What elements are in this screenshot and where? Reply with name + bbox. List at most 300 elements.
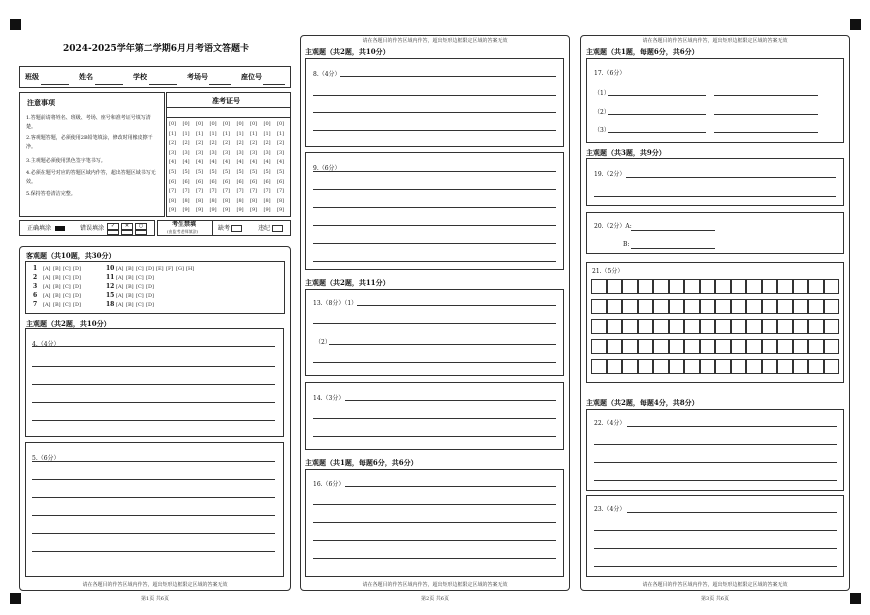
objective-option-bubble[interactable]: [A] [43,284,51,290]
admission-digit-bubble[interactable]: [8] [209,197,217,204]
admission-digit-bubble[interactable]: [6] [236,178,244,185]
composition-cell[interactable] [824,339,840,354]
info-field-class: 班级 [25,72,39,81]
question-label-q22: 22.（4分） [594,420,626,427]
composition-cell[interactable] [793,339,809,354]
section-title-s1: 主观题（共2题，共10分） [26,319,111,328]
admission-digit-bubble[interactable]: [0] [196,121,204,127]
q9-line[interactable] [313,243,556,244]
question-label-q13: 13.（8分）（1） [313,300,358,307]
admission-digit-bubble[interactable]: [6] [277,178,285,185]
composition-cell[interactable] [591,299,607,314]
absent-subtitle: (由监考老师填涂) [167,229,199,234]
composition-cell[interactable] [793,319,809,334]
q13-line[interactable] [357,305,556,306]
objective-option-bubble[interactable]: [C] [63,266,71,272]
top-notice-page2: 请在各题目的作答区域内作答，超出矩形边框限定区域的答案无效 [362,38,508,44]
objective-option-bubble[interactable]: [B] [126,284,134,290]
admission-digit-bubble[interactable]: [6] [182,178,190,185]
composition-cell[interactable] [777,279,793,294]
admission-digit-bubble[interactable]: [3] [182,149,190,156]
objective-option-bubble[interactable]: [D] [73,284,81,290]
admission-digit-bubble[interactable]: [1] [250,130,258,137]
question-label-q4: 4.（4分） [32,341,60,348]
q8-line[interactable] [313,130,556,131]
admission-digit-bubble[interactable]: [8] [182,197,190,204]
objective-option-bubble[interactable]: [D] [146,275,154,281]
objective-option-bubble[interactable]: [C] [136,302,144,308]
admission-digit-bubble[interactable]: [5] [250,169,258,175]
absent-violation-checkbox[interactable] [272,225,283,232]
q23-line[interactable] [594,566,837,567]
q23-line[interactable] [594,530,837,531]
q22-line[interactable] [594,462,837,463]
admission-digit-bubble[interactable]: [4] [182,159,190,166]
composition-cell[interactable] [777,359,793,374]
admission-digit-bubble[interactable]: [9] [169,207,177,214]
composition-cell[interactable] [746,299,762,314]
composition-cell[interactable] [715,299,731,314]
composition-cell[interactable] [824,299,840,314]
composition-cell[interactable] [746,339,762,354]
objective-option-bubble[interactable]: [D] [73,302,81,308]
q16-line[interactable] [313,558,556,559]
composition-cell[interactable] [638,299,654,314]
composition-cell[interactable] [591,319,607,334]
composition-cell[interactable] [731,299,747,314]
composition-cell[interactable] [638,359,654,374]
objective-option-bubble[interactable]: [D] [146,266,154,272]
composition-cell[interactable] [684,299,700,314]
admission-digit-bubble[interactable]: [6] [263,178,271,185]
composition-cell[interactable] [824,279,840,294]
q17-line[interactable] [608,132,706,133]
composition-cell[interactable] [731,339,747,354]
composition-cell[interactable] [653,279,669,294]
q8-line[interactable] [313,95,556,96]
admission-digit-bubble[interactable]: [7] [209,188,217,195]
admission-digit-bubble[interactable]: [0] [223,121,231,127]
composition-cell[interactable] [700,299,716,314]
objective-question-number: 1 [33,265,38,272]
composition-cell[interactable] [793,279,809,294]
objective-option-bubble[interactable]: [A] [43,275,51,281]
composition-cell[interactable] [607,299,623,314]
composition-cell[interactable] [762,299,778,314]
footer-page1: 第1页 共6页 [141,596,169,602]
admission-digit-bubble[interactable]: [2] [182,140,190,147]
admission-digit-bubble[interactable]: [9] [236,207,244,214]
admission-digit-bubble[interactable]: [3] [277,149,285,156]
q4-line[interactable] [32,402,275,403]
composition-cell[interactable] [808,299,824,314]
composition-cell[interactable] [777,319,793,334]
composition-cell[interactable] [808,279,824,294]
objective-option-bubble[interactable]: [D] [73,266,81,272]
q5-line[interactable] [32,461,275,462]
absent-title: 考生禁填 [172,221,197,228]
objective-option-bubble[interactable]: [C] [136,284,144,290]
objective-option-bubble[interactable]: [C] [63,284,71,290]
q16-line[interactable] [313,504,556,505]
admission-digit-bubble[interactable]: [7] [196,188,204,195]
composition-cell[interactable] [669,359,685,374]
admission-digit-bubble[interactable]: [3] [250,149,258,156]
objective-option-bubble[interactable]: [D] [146,302,154,308]
composition-cell[interactable] [715,319,731,334]
question-label-q14: 14.（3分） [313,395,345,402]
composition-cell[interactable] [607,339,623,354]
admission-digit-bubble[interactable]: [7] [169,188,177,195]
composition-cell[interactable] [638,319,654,334]
admission-digit-bubble[interactable]: [8] [263,197,271,204]
objective-option-bubble[interactable]: [A] [43,293,51,299]
composition-cell[interactable] [746,279,762,294]
q16-line[interactable] [313,522,556,523]
admission-digit-bubble[interactable]: [0] [169,121,177,127]
notice-item-3: 3.主观题必须使用黑色签字笔书写。 [26,158,106,164]
question-label-q8: 8.（4分） [313,71,341,78]
objective-option-bubble[interactable]: [A] [116,275,124,281]
objective-option-bubble[interactable]: [B] [126,302,134,308]
q17-line[interactable] [714,114,818,115]
composition-cell[interactable] [793,359,809,374]
q17-line[interactable] [714,95,818,96]
composition-cell[interactable] [591,339,607,354]
q8-line[interactable] [313,112,556,113]
composition-cell[interactable] [622,319,638,334]
admission-digit-bubble[interactable]: [8] [196,197,204,204]
composition-cell[interactable] [669,299,685,314]
absent-violation-label: 违纪 [258,225,271,232]
composition-cell[interactable] [622,279,638,294]
admission-digit-bubble[interactable]: [1] [236,130,244,137]
question-label-q20: 20.（2分）A: [594,223,632,230]
admission-digit-bubble[interactable]: [4] [250,159,258,166]
admission-digit-bubble[interactable]: [5] [223,169,231,175]
corner-mark-top-right [850,19,861,30]
q13-line[interactable] [329,344,556,345]
q5-line[interactable] [32,515,275,516]
admission-digit-bubble[interactable]: [1] [169,130,177,137]
q22-line[interactable] [627,426,837,427]
objective-option-bubble[interactable]: [B] [126,275,134,281]
admission-digit-bubble[interactable]: [9] [250,207,258,214]
q4-line[interactable] [32,346,275,347]
composition-cell[interactable] [653,359,669,374]
admission-digit-bubble[interactable]: [5] [182,169,190,175]
admission-digit-bubble[interactable]: [8] [250,197,258,204]
admission-digit-bubble[interactable]: [6] [223,178,231,185]
q16-line[interactable] [345,486,556,487]
composition-cell[interactable] [684,339,700,354]
composition-cell[interactable] [700,279,716,294]
objective-option-bubble[interactable]: [B] [53,284,61,290]
composition-cell[interactable] [591,359,607,374]
objective-option-bubble[interactable]: [A] [116,266,124,272]
admission-digit-bubble[interactable]: [1] [277,130,285,137]
objective-option-bubble[interactable]: [C] [63,302,71,308]
admission-digit-bubble[interactable]: [7] [182,188,190,195]
composition-cell[interactable] [669,319,685,334]
admission-digit-bubble[interactable]: [2] [223,140,231,147]
admission-digit-bubble[interactable]: [4] [223,159,231,166]
composition-cell[interactable] [638,339,654,354]
objective-option-bubble[interactable]: [D] [146,284,154,290]
section-title-s6: 主观题（共3题，共9分） [586,148,666,157]
admission-digit-bubble[interactable]: [4] [169,159,177,166]
objective-option-bubble[interactable]: [B] [53,302,61,308]
q9-line[interactable] [313,189,556,190]
objective-option-bubble[interactable]: [A] [116,284,124,290]
composition-cell[interactable] [746,319,762,334]
composition-cell[interactable] [746,359,762,374]
composition-cell[interactable] [715,279,731,294]
admission-digit-bubble[interactable]: [2] [277,140,285,147]
admission-digit-bubble[interactable]: [0] [277,121,285,127]
admission-digit-bubble[interactable]: [4] [277,159,285,166]
composition-cell[interactable] [808,319,824,334]
admission-digit-bubble[interactable]: [2] [209,140,217,147]
composition-cell[interactable] [622,299,638,314]
section-title-s7: 主观题（共2题，每题4分，共8分） [586,398,699,407]
q14-line[interactable] [313,418,556,419]
objective-option-bubble[interactable]: [D] [146,293,154,299]
admission-digit-bubble[interactable]: [5] [196,169,204,175]
q17-line[interactable] [714,132,818,133]
composition-cell[interactable] [824,359,840,374]
composition-cell[interactable] [793,299,809,314]
admission-digit-bubble[interactable]: [3] [263,149,271,156]
admission-digit-bubble[interactable]: [2] [169,140,177,147]
objective-option-bubble[interactable]: [B] [53,293,61,299]
composition-cell[interactable] [715,339,731,354]
notice-item-1: 1.答题前请将姓名、班级、考场、座号和准考证号填写清楚。 [26,115,151,130]
admission-digit-bubble[interactable]: [9] [277,207,285,214]
objective-option-bubble[interactable]: [B] [53,275,61,281]
admission-digit-bubble[interactable]: [4] [196,159,204,166]
admission-digit-bubble[interactable]: [3] [223,149,231,156]
objective-option-bubble[interactable]: [C] [63,293,71,299]
q17-line[interactable] [608,95,706,96]
q13-line[interactable] [313,323,556,324]
composition-cell[interactable] [653,339,669,354]
admission-digit-bubble[interactable]: [5] [277,169,285,175]
admission-digit-bubble[interactable]: [6] [169,178,177,185]
composition-cell[interactable] [777,299,793,314]
objective-option-bubble[interactable]: [C] [63,275,71,281]
composition-cell[interactable] [622,339,638,354]
admission-digit-bubble[interactable]: [7] [263,188,271,195]
composition-cell[interactable] [700,359,716,374]
q14-line[interactable] [313,436,556,437]
composition-cell[interactable] [622,359,638,374]
admission-digit-bubble[interactable]: [8] [277,197,285,204]
admission-digit-bubble[interactable]: [9] [196,207,204,214]
admission-digit-bubble[interactable]: [7] [236,188,244,195]
admission-digit-bubble[interactable]: [1] [263,130,271,137]
objective-section-title: 客观题（共10题，共30分） [26,251,116,260]
objective-option-bubble[interactable]: [E] [156,266,164,272]
admission-digit-bubble[interactable]: [3] [196,149,204,156]
q4-line[interactable] [32,366,275,367]
q17-line[interactable] [608,114,706,115]
objective-option-bubble[interactable]: [C] [136,275,144,281]
footer-page3: 第3页 共6页 [701,596,729,602]
objective-option-bubble[interactable]: [B] [126,293,134,299]
question-label-q9: 9.（6分） [313,165,341,172]
q8-line[interactable] [340,76,556,77]
top-notice-page3: 请在各题目的作答区域内作答，超出矩形边框限定区域的答案无效 [642,38,788,44]
answer-box-q8 [305,58,564,147]
admission-digit-bubble[interactable]: [9] [223,207,231,214]
q5-line[interactable] [32,551,275,552]
admission-digit-bubble[interactable]: [3] [209,149,217,156]
notice-item-2: 2.客观题答题，必须使用2B铅笔填涂，修改时用橡皮擦干净。 [26,135,153,150]
admission-digit-bubble[interactable]: [8] [169,197,177,204]
admission-digit-bubble[interactable]: [3] [236,149,244,156]
footer-page2: 第2页 共6页 [421,596,449,602]
objective-option-bubble[interactable]: [A] [116,302,124,308]
question-label-q20-b: B: [623,241,630,248]
q4-line[interactable] [32,384,275,385]
composition-cell[interactable] [762,339,778,354]
composition-cell[interactable] [700,319,716,334]
question-label-q13-part2: （2） [315,339,331,346]
composition-cell[interactable] [700,339,716,354]
admission-digit-bubble[interactable]: [9] [263,207,271,214]
admission-digit-bubble[interactable]: [6] [250,178,258,185]
question-label-q17: 17.（6分） [594,70,626,77]
composition-cell[interactable] [607,279,623,294]
admission-digit-bubble[interactable]: [2] [250,140,258,147]
composition-cell[interactable] [762,319,778,334]
section-title-s2: 主观题（共2题，共10分） [305,47,390,56]
q16-line[interactable] [313,540,556,541]
composition-cell[interactable] [762,279,778,294]
q4-line[interactable] [32,420,275,421]
admission-digit-bubble[interactable]: [5] [236,169,244,175]
composition-cell[interactable] [824,319,840,334]
composition-cell[interactable] [653,319,669,334]
q9-line[interactable] [313,261,556,262]
objective-option-bubble[interactable]: [A] [116,293,124,299]
q13-line[interactable] [313,362,556,363]
admission-digit-bubble[interactable]: [7] [277,188,285,195]
composition-cell[interactable] [777,339,793,354]
composition-cell[interactable] [684,359,700,374]
admission-digit-bubble[interactable]: [8] [223,197,231,204]
composition-cell[interactable] [684,279,700,294]
objective-option-bubble[interactable]: [D] [73,275,81,281]
composition-cell[interactable] [607,319,623,334]
composition-cell[interactable] [731,319,747,334]
admission-digit-bubble[interactable]: [7] [223,188,231,195]
composition-cell[interactable] [808,359,824,374]
objective-option-bubble[interactable]: [F] [166,266,174,272]
q9-line[interactable] [313,225,556,226]
notice-item-4: 4.必须在题号对应的答题区域内作答，超出答题区域书写无效。 [26,170,156,185]
objective-option-bubble[interactable]: [G] [176,266,184,272]
objective-option-bubble[interactable]: [B] [126,266,134,272]
objective-option-bubble[interactable]: [C] [136,266,144,272]
admission-digit-bubble[interactable]: [3] [169,149,177,156]
q17-part1: （1） [594,90,610,97]
q22-line[interactable] [594,480,837,481]
composition-cell[interactable] [591,279,607,294]
admission-digit-bubble[interactable]: [5] [263,169,271,175]
q23-line[interactable] [627,512,837,513]
composition-cell[interactable] [762,359,778,374]
objective-option-bubble[interactable]: [H] [186,266,195,272]
admission-digit-bubble[interactable]: [6] [196,178,204,185]
answer-box-q19 [586,158,844,206]
q22-line[interactable] [594,444,837,445]
admission-digit-bubble[interactable]: [1] [182,130,190,137]
admission-digit-bubble[interactable]: [2] [236,140,244,147]
admission-digit-bubble[interactable]: [1] [209,130,217,137]
objective-option-bubble[interactable]: [A] [43,266,51,272]
composition-cell[interactable] [669,339,685,354]
q23-line[interactable] [594,548,837,549]
composition-cell[interactable] [669,279,685,294]
q9-line[interactable] [313,171,556,172]
objective-option-bubble[interactable]: [C] [136,293,144,299]
composition-cell[interactable] [653,299,669,314]
admission-digit-bubble[interactable]: [4] [236,159,244,166]
composition-cell[interactable] [731,279,747,294]
admission-digit-bubble[interactable]: [7] [250,188,258,195]
admission-digit-bubble[interactable]: [6] [209,178,217,185]
admission-digit-bubble[interactable]: [8] [236,197,244,204]
admission-digit-bubble[interactable]: [0] [236,121,244,127]
q14-line[interactable] [345,400,556,401]
composition-cell[interactable] [715,359,731,374]
objective-option-bubble[interactable]: [B] [53,266,61,272]
info-field-school: 学校 [133,72,147,81]
objective-option-bubble[interactable]: [D] [73,293,81,299]
composition-cell[interactable] [731,359,747,374]
q5-line[interactable] [32,479,275,480]
composition-cell[interactable] [607,359,623,374]
admission-digit-bubble[interactable]: [4] [263,159,271,166]
composition-cell[interactable] [638,279,654,294]
admission-digit-bubble[interactable]: [5] [209,169,217,175]
objective-option-bubble[interactable]: [A] [43,302,51,308]
admission-digit-bubble[interactable]: [1] [196,130,204,137]
admission-digit-bubble[interactable]: [0] [209,121,217,127]
admission-digit-bubble[interactable]: [0] [182,121,190,127]
composition-cell[interactable] [808,339,824,354]
admission-digit-bubble[interactable]: [2] [263,140,271,147]
absent-missing-checkbox[interactable] [231,225,242,232]
admission-digit-bubble[interactable]: [4] [209,159,217,166]
admission-digit-bubble[interactable]: [2] [196,140,204,147]
notice-title: 注意事项 [27,98,55,107]
objective-question-number: 7 [33,301,38,308]
admission-digit-bubble[interactable]: [9] [209,207,217,214]
admission-digit-bubble[interactable]: [0] [263,121,271,127]
admission-digit-bubble[interactable]: [9] [182,207,190,214]
composition-cell[interactable] [684,319,700,334]
question-label-q5: 5.（6分） [32,455,60,462]
q5-line[interactable] [32,533,275,534]
q5-line[interactable] [32,497,275,498]
admission-digit-bubble[interactable]: [1] [223,130,231,137]
admission-digit-bubble[interactable]: [5] [169,169,177,175]
admission-digit-bubble[interactable]: [0] [250,121,258,127]
q9-line[interactable] [313,207,556,208]
